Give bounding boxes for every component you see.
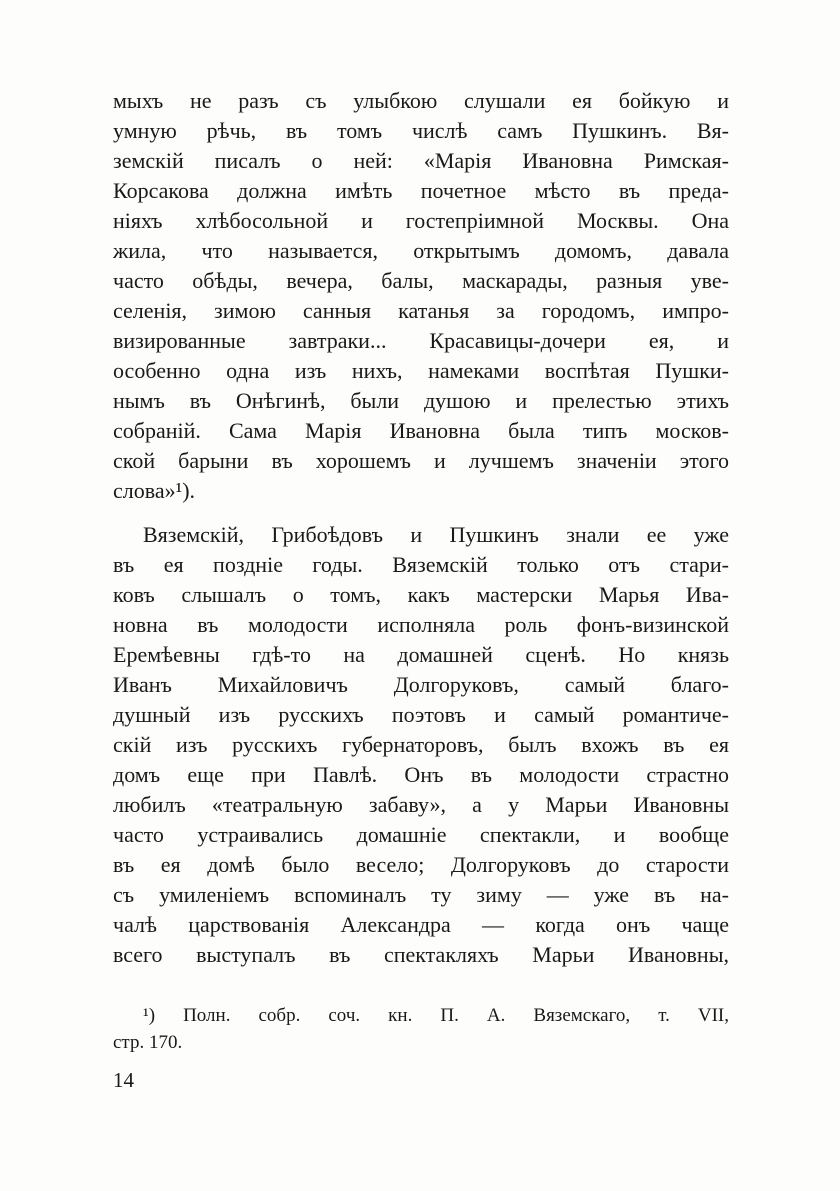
paragraph	[113, 86, 729, 506]
text-line: любилъ «театральную забаву», а у Марьи Ивановны	[113, 792, 729, 817]
text-line: Вяземскій, Грибоѣдовъ и Пушкинъ знали ее уже	[143, 522, 729, 547]
text-line: слова»¹).	[113, 478, 196, 503]
text-line: визированные завтраки... Красавицы-дочери ея, и	[113, 328, 729, 353]
text-line: земскій писалъ о ней: «Марія Ивановна Римская-	[113, 148, 729, 173]
footnote-line: стр. 170.	[113, 1032, 183, 1053]
text-line: особенно одна изъ нихъ, намеками воспѣтая Пушки-	[113, 358, 729, 383]
text-line: ніяхъ хлѣбосольной и гостепріимной Москвы. Она	[113, 208, 729, 233]
text-line: ской барыни въ хорошемъ и лучшемъ значеніи этого	[113, 448, 729, 473]
text-line: мыхъ не разъ съ улыбкою слушали ея бойкую и	[113, 88, 729, 113]
text-line: домъ еще при Павлѣ. Онъ въ молодости страстно	[113, 762, 729, 787]
text-line: нымъ въ Онѣгинѣ, были душою и прелестью этихъ	[113, 388, 729, 413]
text-line: Иванъ Михайловичъ Долгоруковъ, самый благо-	[113, 672, 729, 697]
text-line: часто устраивались домашніе спектакли, и вообще	[113, 822, 729, 847]
text-line: съ умиленіемъ вспоминалъ ту зиму — уже въ на-	[113, 882, 729, 907]
footnote	[113, 1002, 729, 1056]
text-line: ковъ слышалъ о томъ, какъ мастерски Марья Ива-	[113, 582, 729, 607]
text-line: Еремѣевны гдѣ-то на домашней сценѣ. Но князь	[113, 642, 729, 667]
text-line: селенія, зимою санныя катанья за городомъ, импро-	[113, 298, 729, 323]
text-line: душный изъ русскихъ поэтовъ и самый романтиче-	[113, 702, 729, 727]
text-line: въ ея поздніе годы. Вяземскій только отъ стари-	[113, 552, 729, 577]
text-line: всего выступалъ въ спектакляхъ Марьи Ивановны,	[113, 942, 729, 967]
page-number: 14	[113, 1068, 134, 1092]
footnote-line: ¹) Полн. собр. соч. кн. П. А. Вяземскаго, т. VII,	[143, 1005, 729, 1026]
text-line: часто обѣды, вечера, балы, маскарады, разныя уве-	[113, 268, 729, 293]
text-line: собраній. Сама Марія Ивановна была типъ москов-	[113, 418, 729, 443]
paragraph	[113, 520, 729, 970]
text-line: въ ея домѣ было весело; Долгоруковъ до старости	[113, 852, 729, 877]
text-line: умную рѣчь, въ томъ числѣ самъ Пушкинъ. Вя-	[113, 118, 729, 143]
text-line: новна въ молодости исполняла роль фонъ-визинской	[113, 612, 729, 637]
text-line: жила, что называется, открытымъ домомъ, давала	[113, 238, 729, 263]
text-line: чалѣ царствованія Александра — когда онъ чаще	[113, 912, 729, 937]
text-line: скій изъ русскихъ губернаторовъ, былъ вхожъ въ ея	[113, 732, 729, 757]
text-block	[113, 86, 729, 970]
text-line: Корсакова должна имѣть почетное мѣсто въ преда-	[113, 178, 729, 203]
